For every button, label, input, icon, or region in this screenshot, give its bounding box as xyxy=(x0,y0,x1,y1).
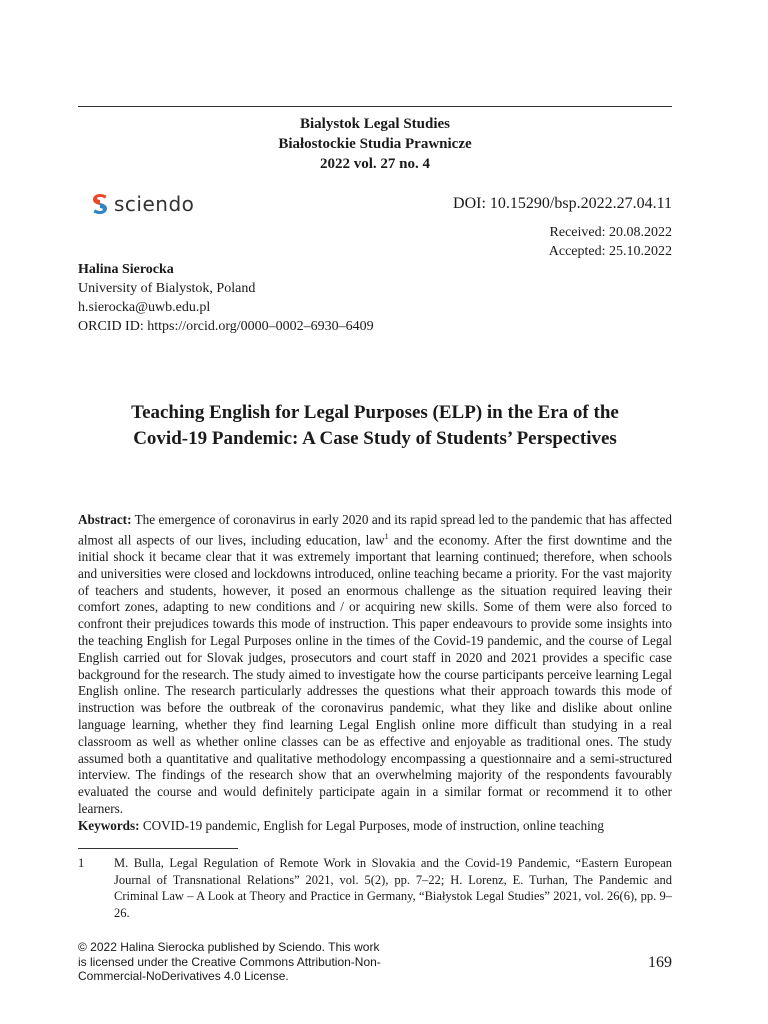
header-rule xyxy=(78,106,672,107)
journal-header xyxy=(78,114,672,174)
footnote xyxy=(78,855,672,921)
abstract xyxy=(78,512,672,835)
abstract-paragraph xyxy=(78,512,672,818)
article-title-line2: Covid-19 Pandemic: A Case Study of Students’ Perspectives xyxy=(133,428,617,449)
journal-name-en: Bialystok Legal Studies xyxy=(299,116,451,132)
abstract-text-part2: and the economy. After the first downtime and the initial shock it became clear that it was extremely important that learning continued; therefore, when schools and universities were closed and lockdowns introduced, online teaching became a priority. For the vast majority of teachers and students, however, it posed an enormous challenge as the situation required leaving their comfort zones, adapting to new conditions and / or acquiring new skills. Some of them were also forced to confront their prejudices towards this mode of instruction. This paper endeavours to provide some insights into the teaching English for Legal Purposes online in the times of the Covid-19 pandemic, and the course of Legal English carried out for Slovak judges, prosecutors and court staff in 2020 and 2021 provides a specific case background for the research. The study aimed to investigate how the course participants perceive learning Legal English online. The research particularly addresses the questions what their approach towards this mode of instruction was before the outbreak of the coronavirus pandemic, what they like and dislike about online language learning, whether they find learning Legal English online more difficult than studying in a real classroom as well as whether online classes can be as effective and enjoyable as traditional ones. The study assumed both a quantitative and qualitative methodology encompassing a questionnaire and a semi-structured interview. The findings of the research show that an overwhelming majority of the respondents favourably evaluated the course and would definitely participate again in a similar format or recommend it to other learners. xyxy=(78,532,673,816)
received-date: Received: 20.08.2022 xyxy=(549,225,672,240)
license-line3: Commercial-NoDerivatives 4.0 License. xyxy=(78,969,289,983)
author-block xyxy=(78,260,374,336)
author-name: Halina Sierocka xyxy=(78,262,174,277)
abstract-text-part1: The emergence of coronavirus in early 2020 and its rapid spread led to the pandemic that has affected almost all aspects of our lives, including education, law xyxy=(78,512,672,548)
journal-issue: 2022 vol. 27 no. 4 xyxy=(319,156,430,172)
sciendo-logo xyxy=(92,192,194,216)
license-line2: is licensed under the Creative Commons Attribution-Non- xyxy=(78,954,381,969)
accepted-date: Accepted: 25.10.2022 xyxy=(548,244,672,259)
abstract-label: Abstract: xyxy=(78,512,132,527)
keywords-text: COVID-19 pandemic, English for Legal Purposes, mode of instruction, online teaching xyxy=(139,817,604,833)
sciendo-logo-text: sciendo xyxy=(114,192,195,216)
footnote-number: 1 xyxy=(78,856,85,870)
author-email[interactable]: h.sierocka@uwb.edu.pl xyxy=(78,300,211,315)
article-title xyxy=(78,400,672,452)
license-notice xyxy=(78,940,438,984)
article-title-line1: Teaching English for Legal Purposes (ELP) in the Era of the xyxy=(131,402,619,423)
author-orcid[interactable]: ORCID ID: https://orcid.org/0000–0002–6930–6409 xyxy=(78,319,374,334)
article-dates xyxy=(549,223,672,261)
keywords-label: Keywords: xyxy=(78,817,140,833)
doi[interactable]: DOI: 10.15290/bsp.2022.27.04.11 xyxy=(453,195,672,212)
license-line1: © 2022 Halina Sierocka published by Sciendo. This work xyxy=(78,940,380,954)
page-number: 169 xyxy=(648,954,672,971)
sciendo-logo-icon xyxy=(92,193,108,215)
keywords-paragraph xyxy=(78,818,672,835)
footnote-ref[interactable]: 1 xyxy=(384,531,389,541)
journal-name-pl: Białostockie Studia Prawnicze xyxy=(278,136,472,152)
author-affiliation: University of Bialystok, Poland xyxy=(78,281,256,296)
footnote-rule xyxy=(78,848,238,849)
footnote-text: M. Bulla, Legal Regulation of Remote Work in Slovakia and the Covid-19 Pandemic, “Eastern European Journal of Transnational Relations” 2021, vol. 5(2), pp. 7–22; H. Lorenz, E. Turhan, The Pandemic and Criminal Law – A Look at Theory and Practice in Germany, “Białystok Legal Studies” 2021, vol. 26(6), pp. 9–26. xyxy=(114,856,672,920)
